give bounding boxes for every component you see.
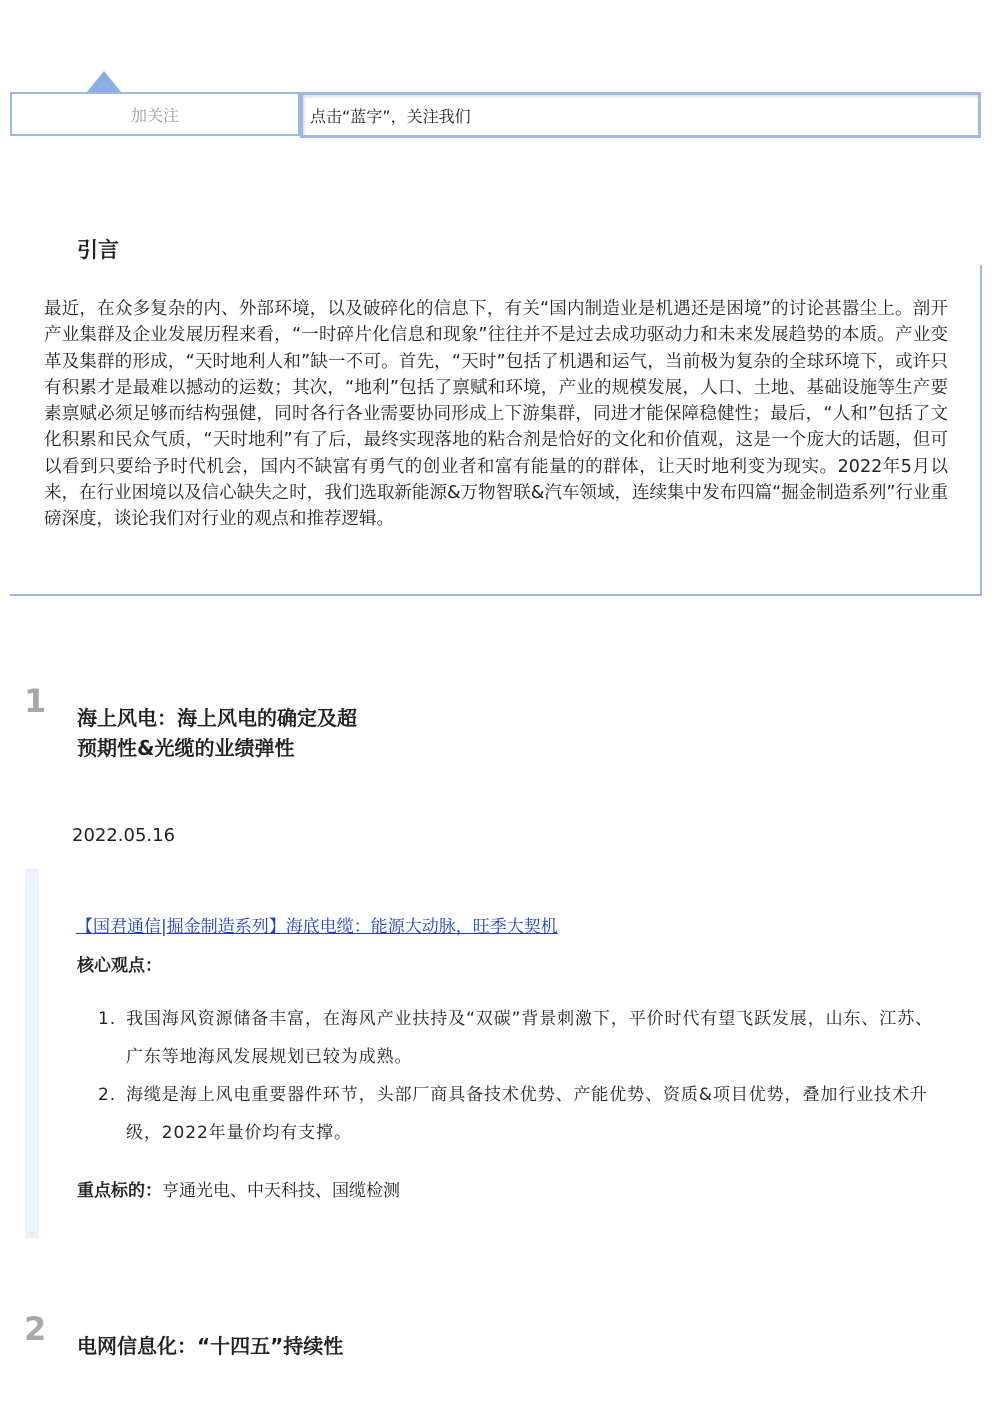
- follow-prompt: [300, 92, 981, 138]
- list-item-text: 我国海风资源储备丰富，在海风产业扶持及“双碳”背景刺激下，平价时代有望飞跃发展，山东、江苏、广东等地海风发展规划已较为成熟。: [126, 1009, 934, 1067]
- follow-button[interactable]: [10, 92, 300, 136]
- key-targets: [77, 1176, 400, 1201]
- section-number: 2: [24, 1310, 47, 1348]
- list-item-number: 1.: [98, 1009, 117, 1029]
- section-title-line: 电网信息化：“十四五”持续性: [77, 1334, 344, 1358]
- list-item-number: 2.: [98, 1085, 117, 1105]
- key-targets-value: 亨通光电、中天科技、国缆检测: [162, 1181, 400, 1201]
- follow-button-label: 加关注: [130, 105, 179, 125]
- section-title-line: 预期性&光缆的业绩弹性: [77, 736, 295, 760]
- core-points-list: [98, 1000, 946, 1152]
- list-item: [98, 1000, 946, 1076]
- section-date: 2022.05.16: [72, 825, 176, 846]
- list-item-text: 海缆是海上风电重要器件环节，头部厂商具备技术优势、产能优势、资质&项目优势，叠加行业技术升级，2022年量价均有支撑。: [126, 1085, 928, 1143]
- section-number: 1: [24, 682, 47, 720]
- follow-prompt-text: 点击“蓝字”，关注我们: [310, 106, 471, 126]
- core-points-label: 核心观点：: [77, 956, 162, 976]
- intro-title: 引言: [77, 238, 119, 262]
- list-item: [98, 1076, 946, 1152]
- section-title-line: 海上风电：海上风电的确定及超: [77, 706, 357, 730]
- section-title: [77, 1331, 577, 1361]
- key-targets-label: 重点标的：: [77, 1181, 162, 1201]
- section-title: [77, 703, 417, 763]
- follow-pointer-arrow-icon: [87, 71, 121, 92]
- article-link[interactable]: 【国君通信|掘金制造系列】海底电缆：能源大动脉，旺季大契机: [76, 917, 558, 937]
- intro-body: 最近，在众多复杂的内、外部环境，以及破碎化的信息下，有关“国内制造业是机遇还是困境”的讨论甚嚣尘上。剖开产业集群及企业发展历程来看，“一时碎片化信息和现象”往往并不是过去成功驱动力和未来发展趋势的本质。产业变革及集群的形成，“天时地利人和”缺一不可。首先，“天时”包括了机遇和运气，当前极为复杂的全球环境下，或许只有积累才是最难以撼动的运数；其次，“地利”包括了禀赋和环境，产业的规模发展，人口、土地、基础设施等生产要素禀赋必须足够而结构强健，同时各行各业需要协同形成上下游集群，同进才能保障稳健性；最后，“人和”包括了文化积累和民众气质，“天时地利”有了后，最终实现落地的粘合剂是恰好的文化和价值观，这是一个庞大的话题，但可以看到只要给予时代机会，国内不缺富有勇气的创业者和富有能量的的群体，让天时地利变为现实。2022年5月以来，在行业困境以及信心缺失之时，我们选取新能源&万物智联&汽车领域，连续集中发布四篇“掘金制造系列”行业重磅深度，谈论我们对行业的观点和推荐逻辑。: [44, 299, 948, 530]
